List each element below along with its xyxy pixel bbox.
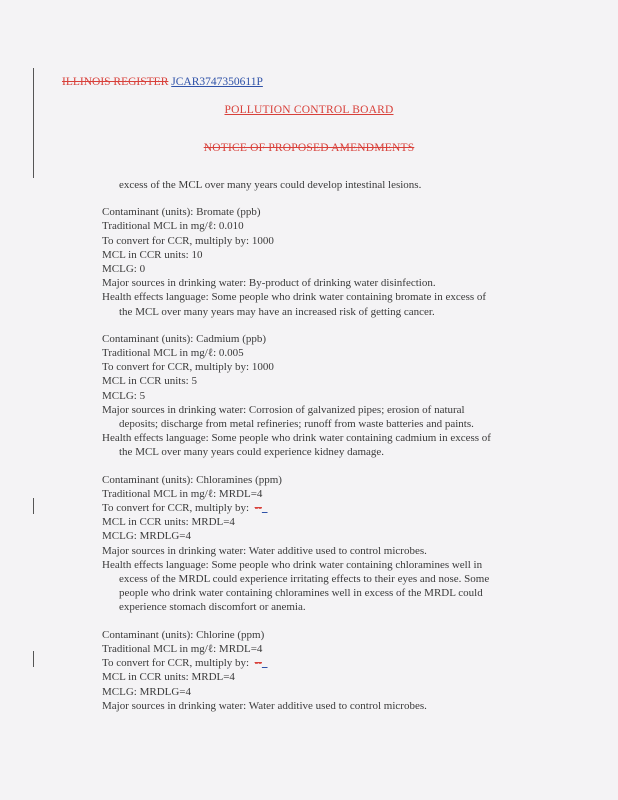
contaminant-entry-chlorine <box>102 628 542 713</box>
major-sources: Major sources in drinking water: Corrosion of galvanized pipes; erosion of natural <box>102 403 465 416</box>
revision-bar <box>33 651 34 667</box>
document-body <box>102 178 542 713</box>
health-effects: Health effects language: Some people who drink water containing bromate in excess of <box>102 291 487 304</box>
health-effects: Health effects language: Some people who drink water containing cadmium in excess of <box>102 432 491 445</box>
revision-bar <box>33 68 34 178</box>
contaminant-name: Contaminant (units): Cadmium (ppb) <box>102 332 267 345</box>
traditional-mcl: Traditional MCL in mg/ℓ: 0.010 <box>102 220 244 233</box>
contaminant-entry-bromate <box>102 205 542 319</box>
register-header <box>62 76 263 88</box>
register-deleted-text: ILLINOIS REGISTER <box>62 76 169 88</box>
mcl-ccr-units: MCL in CCR units: 5 <box>102 375 197 388</box>
continued-line: excess of the MCL over many years could develop intestinal lesions. <box>119 179 422 191</box>
health-effects-cont: excess of the MRDL could experience irritating effects to their eyes and nose. Some <box>119 573 490 586</box>
convert-factor <box>102 501 542 515</box>
convert-deleted: -- <box>254 657 262 670</box>
mcl-ccr-units: MCL in CCR units: MRDL=4 <box>102 671 235 684</box>
mclg: MCLG: MRDLG=4 <box>102 685 192 698</box>
mclg: MCLG: MRDLG=4 <box>102 530 192 543</box>
mclg: MCLG: 5 <box>102 389 146 402</box>
convert-factor <box>102 656 542 670</box>
contaminant-name: Contaminant (units): Chloramines (ppm) <box>102 473 282 486</box>
convert-inserted: _ <box>261 502 268 515</box>
contaminant-entry-chloramines <box>102 473 542 615</box>
traditional-mcl: Traditional MCL in mg/ℓ: 0.005 <box>102 347 244 360</box>
health-effects-cont: experience stomach discomfort or anemia. <box>119 601 306 614</box>
health-effects: Health effects language: Some people who drink water containing chloramines well in <box>102 558 483 571</box>
contaminant-name: Contaminant (units): Chlorine (ppm) <box>102 628 265 641</box>
mcl-ccr-units: MCL in CCR units: MRDL=4 <box>102 516 235 529</box>
convert-deleted: -- <box>254 502 262 515</box>
major-sources: Major sources in drinking water: Water additive used to control microbes. <box>102 544 427 557</box>
convert-factor: To convert for CCR, multiply by: 1000 <box>102 234 274 247</box>
revision-bar <box>33 498 34 514</box>
health-effects-cont: people who drink water containing chloramines well in excess of the MRDL could <box>119 587 483 600</box>
mcl-ccr-units: MCL in CCR units: 10 <box>102 248 203 261</box>
major-sources: Major sources in drinking water: Water additive used to control microbes. <box>102 699 427 712</box>
mclg: MCLG: 0 <box>102 263 146 276</box>
contaminant-name: Contaminant (units): Bromate (ppb) <box>102 206 261 219</box>
contaminant-entry-cadmium <box>102 332 542 460</box>
major-sources: Major sources in drinking water: By-product of drinking water disinfection. <box>102 277 436 290</box>
notice-heading: NOTICE OF PROPOSED AMENDMENTS <box>203 142 415 154</box>
health-effects-cont: the MCL over many years may have an increased risk of getting cancer. <box>119 305 435 318</box>
register-inserted-text: JCAR3747350611P <box>171 76 263 88</box>
traditional-mcl: Traditional MCL in mg/ℓ: MRDL=4 <box>102 642 263 655</box>
traditional-mcl: Traditional MCL in mg/ℓ: MRDL=4 <box>102 487 263 500</box>
major-sources-cont: deposits; discharge from metal refineries; runoff from waste batteries and paints. <box>119 418 474 431</box>
convert-label: To convert for CCR, multiply by: <box>102 502 255 515</box>
health-effects-cont: the MCL over many years could experience kidney damage. <box>119 446 385 459</box>
board-heading: POLLUTION CONTROL BOARD <box>224 104 394 116</box>
convert-factor: To convert for CCR, multiply by: 1000 <box>102 361 274 374</box>
convert-inserted: _ <box>261 657 268 670</box>
convert-label: To convert for CCR, multiply by: <box>102 657 255 670</box>
